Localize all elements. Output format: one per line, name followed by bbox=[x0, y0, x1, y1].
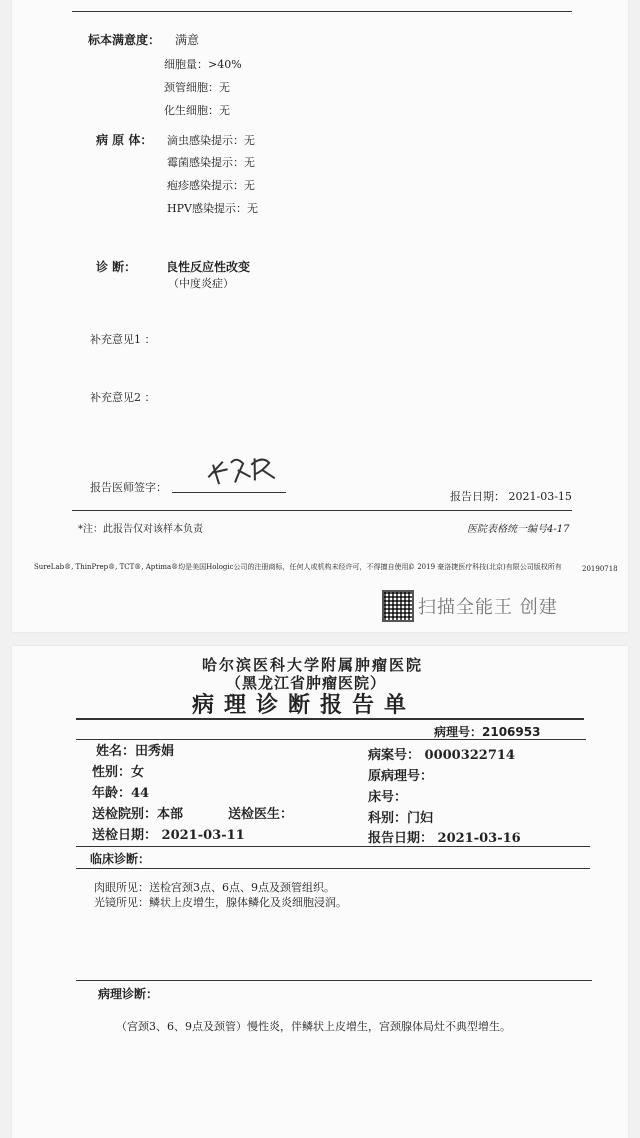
supplement-1: 补充意见1 ： bbox=[90, 333, 156, 346]
hospital-alias: （黑龙江省肿瘤医院） bbox=[226, 674, 387, 692]
pathology-diagnosis-label: 病理诊断： bbox=[98, 987, 159, 1001]
herpes-result: 疱疹感染提示：无 bbox=[167, 179, 255, 192]
specimen-satisfaction-value: 满意 bbox=[175, 33, 200, 47]
scanner-watermark: 扫描全能王 创建 bbox=[418, 597, 558, 618]
pathology-diagnosis-value: （宫颈3、6、9点及颈管）慢性炎，伴鳞状上皮增生，宫颈腺体局灶不典型增生。 bbox=[116, 1020, 511, 1033]
hpv-result: HPV感染提示：无 bbox=[167, 202, 258, 215]
microscopic-findings: 光镜所见：鳞状上皮增生，腺体鳞化及炎细胞浸润。 bbox=[94, 896, 347, 909]
endocervical-cells: 颈管细胞：无 bbox=[164, 81, 230, 94]
doctor-signature bbox=[202, 446, 296, 497]
top-rule bbox=[72, 11, 572, 12]
cell-amount: 细胞量：>40% bbox=[164, 58, 242, 71]
report-title: 病理诊断报告单 bbox=[192, 692, 417, 718]
clinical-diagnosis-label: 临床诊断： bbox=[90, 852, 151, 866]
info-rule bbox=[76, 846, 590, 847]
bed-number: 床号： bbox=[368, 790, 408, 805]
case-number: 病案号： 0000322714 bbox=[368, 748, 515, 763]
disclaimer-note: *注：此报告仅对该样本负责 bbox=[78, 524, 203, 535]
report-date-2: 报告日期： 2021-03-16 bbox=[368, 831, 521, 846]
pathogen-label: 病 原 体： bbox=[96, 133, 153, 147]
doctor-signature-label: 报告医师签字： bbox=[90, 481, 167, 494]
submit-date: 送检日期： 2021-03-11 bbox=[92, 828, 245, 843]
diagnosis-label: 诊 断： bbox=[96, 260, 137, 274]
mid-rule bbox=[72, 510, 572, 511]
report-page-cytology bbox=[12, 0, 628, 632]
header-rule bbox=[76, 718, 584, 720]
patient-sex: 性别：女 bbox=[92, 765, 145, 780]
signature-icon bbox=[202, 446, 295, 491]
gross-findings: 肉眼所见：送检宫颈3点、6点、9点及颈管组织。 bbox=[94, 881, 335, 894]
footer-copyright: © 2019 豪洛捷医疗科技(北京)有限公司版权所有 bbox=[408, 563, 562, 571]
footer-trademark: SureLab®, ThinPrep®, TCT®, Aptima®均是美国Hologic公司的注册商标，任何人或机构未经许可，不得擅自使用。 bbox=[34, 563, 416, 571]
report-page-pathology bbox=[12, 646, 628, 1138]
department: 科别：门妇 bbox=[368, 811, 434, 826]
diagnosis-value: 良性反应性改变 bbox=[166, 260, 251, 274]
form-code: 医院表格统一编号4-17 bbox=[467, 524, 570, 535]
patient-name: 姓名：田秀娟 bbox=[96, 744, 175, 759]
hospital-name: 哈尔滨医科大学附属肿瘤医院 bbox=[202, 656, 424, 674]
fungal-result: 霉菌感染提示：无 bbox=[167, 156, 255, 169]
clinical-rule bbox=[76, 868, 590, 869]
trichomonas-result: 滴虫感染提示：无 bbox=[167, 134, 255, 147]
footer-version: 20190718 bbox=[582, 565, 618, 573]
report-date-1: 报告日期： 2021-03-15 bbox=[450, 490, 572, 503]
signature-line bbox=[172, 492, 286, 493]
original-pathology-number: 原病理号： bbox=[368, 769, 434, 784]
patient-age: 年龄：44 bbox=[92, 786, 150, 801]
pathology-number: 病理号：2106953 bbox=[434, 725, 541, 739]
qr-code-icon bbox=[382, 590, 414, 622]
specimen-satisfaction-label: 标本满意度： bbox=[88, 33, 161, 47]
supplement-2: 补充意见2 ： bbox=[90, 391, 156, 404]
submit-doctor: 送检医生： bbox=[228, 807, 294, 822]
findings-rule bbox=[76, 980, 592, 981]
diagnosis-sub: （中度炎症） bbox=[168, 277, 234, 290]
submit-department: 送检院别：本部 bbox=[92, 807, 184, 822]
metaplastic-cells: 化生细胞：无 bbox=[164, 104, 230, 117]
